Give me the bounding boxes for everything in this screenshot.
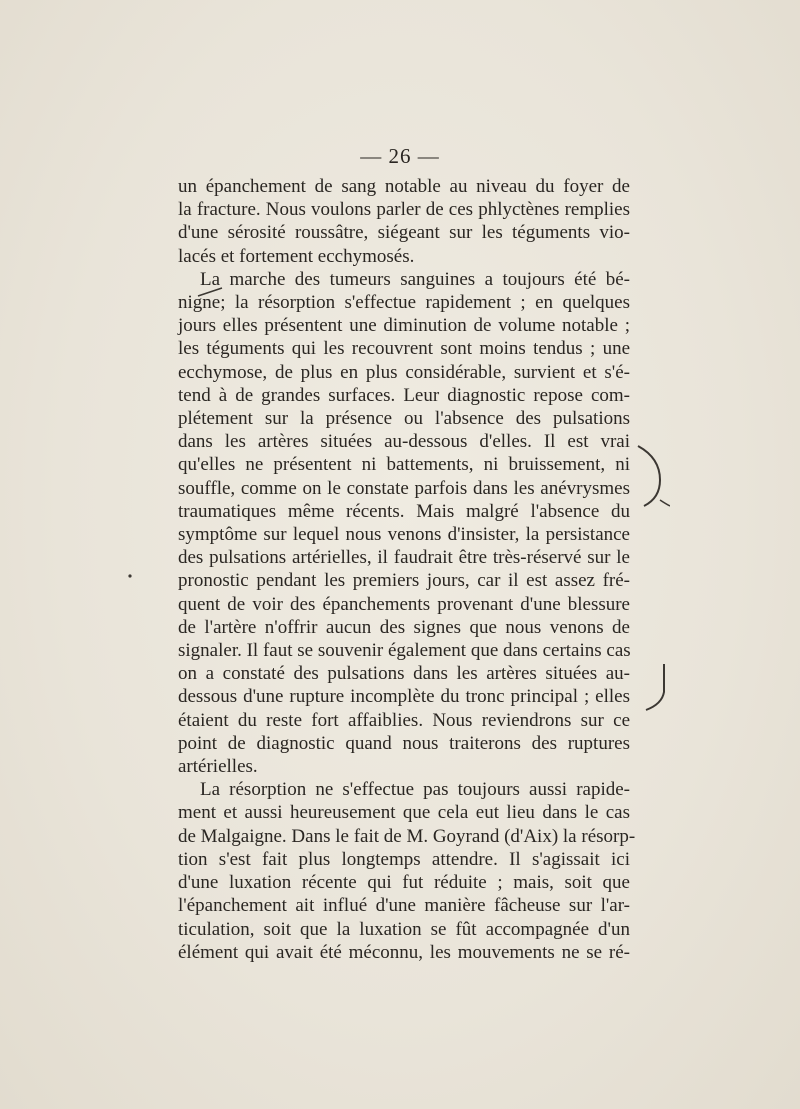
text-line: nigne; la résorption s'effectue rapidement ; en quelques <box>178 292 630 314</box>
text-line: l'épanchement ait influé d'une manière fâcheuse sur l'ar- <box>178 895 630 917</box>
margin-bracket-mark <box>630 440 670 520</box>
body-text <box>178 175 636 964</box>
text-line: étaient du reste fort affaiblies. Nous reviendrons sur ce <box>178 709 630 731</box>
text-line: signaler. Il faut se souvenir également que dans certains cas <box>178 640 631 662</box>
text-line: d'une luxation récente qui fut réduite ; mais, soit que <box>178 872 630 894</box>
text-line: traumatiques même récents. Mais malgré l'absence du <box>178 500 630 522</box>
text-line: dans les artères situées au-dessous d'elles. Il est vrai <box>178 431 630 453</box>
text-line: artérielles. <box>178 756 258 778</box>
text-line: des pulsations artérielles, il faudrait être très-réservé sur le <box>178 547 630 569</box>
text-line: La résorption ne s'effectue pas toujours aussi rapide- <box>200 779 630 801</box>
text-line: tend à de grandes surfaces. Leur diagnostic repose com- <box>178 384 630 406</box>
faint-dot-mark <box>126 572 134 580</box>
text-line: quent de voir des épanchements provenant d'une blessure <box>178 593 630 615</box>
text-line: La marche des tumeurs sanguines a toujours été bé- <box>200 268 630 290</box>
text-line: les téguments qui les recouvrent sont moins tendus ; une <box>178 338 630 360</box>
text-line: ecchymose, de plus en plus considérable, survient et s'é- <box>178 361 630 383</box>
text-line: la fracture. Nous voulons parler de ces phlyctènes remplies <box>178 199 630 221</box>
text-line: plétement sur la présence ou l'absence des pulsations <box>178 408 630 430</box>
text-line: ment et aussi heureusement que cela eut lieu dans le cas <box>178 802 630 824</box>
text-line: de Malgaigne. Dans le fait de M. Goyrand (d'Aix) la résorp- <box>178 825 636 847</box>
text-line: point de diagnostic quand nous traiterons des ruptures <box>178 732 630 754</box>
text-line: souffle, comme on le constate parfois dans les anévrysmes <box>178 477 630 499</box>
text-line: qu'elles ne présentent ni battements, ni bruissement, ni <box>178 454 630 476</box>
text-line: on a constaté des pulsations dans les artères situées au- <box>178 663 630 685</box>
text-line: dessous d'une rupture incomplète du tronc principal ; elles <box>178 686 630 708</box>
text-line: un épanchement de sang notable au niveau du foyer de <box>178 176 630 197</box>
text-line: de l'artère n'offrir aucun des signes que nous venons de <box>178 616 630 638</box>
text-line: pronostic pendant les premiers jours, car il est assez fré- <box>178 570 630 592</box>
text-line: lacés et fortement ecchymosés. <box>178 245 415 267</box>
text-line: tion s'est fait plus longtemps attendre. Il s'agissait ici <box>178 848 630 870</box>
text-line: élément qui avait été méconnu, les mouvements ne se ré- <box>178 941 630 963</box>
text-line: symptôme sur lequel nous venons d'insister, la persistance <box>178 524 630 546</box>
text-line: jours elles présentent une diminution de volume notable ; <box>178 315 630 337</box>
page-number: — 26 — <box>360 144 440 168</box>
text-line: ticulation, soit que la luxation se fût accompagnée d'un <box>178 918 630 940</box>
text-line: d'une sérosité roussâtre, siégeant sur les téguments vio- <box>178 222 630 244</box>
margin-hook-mark <box>640 660 680 720</box>
